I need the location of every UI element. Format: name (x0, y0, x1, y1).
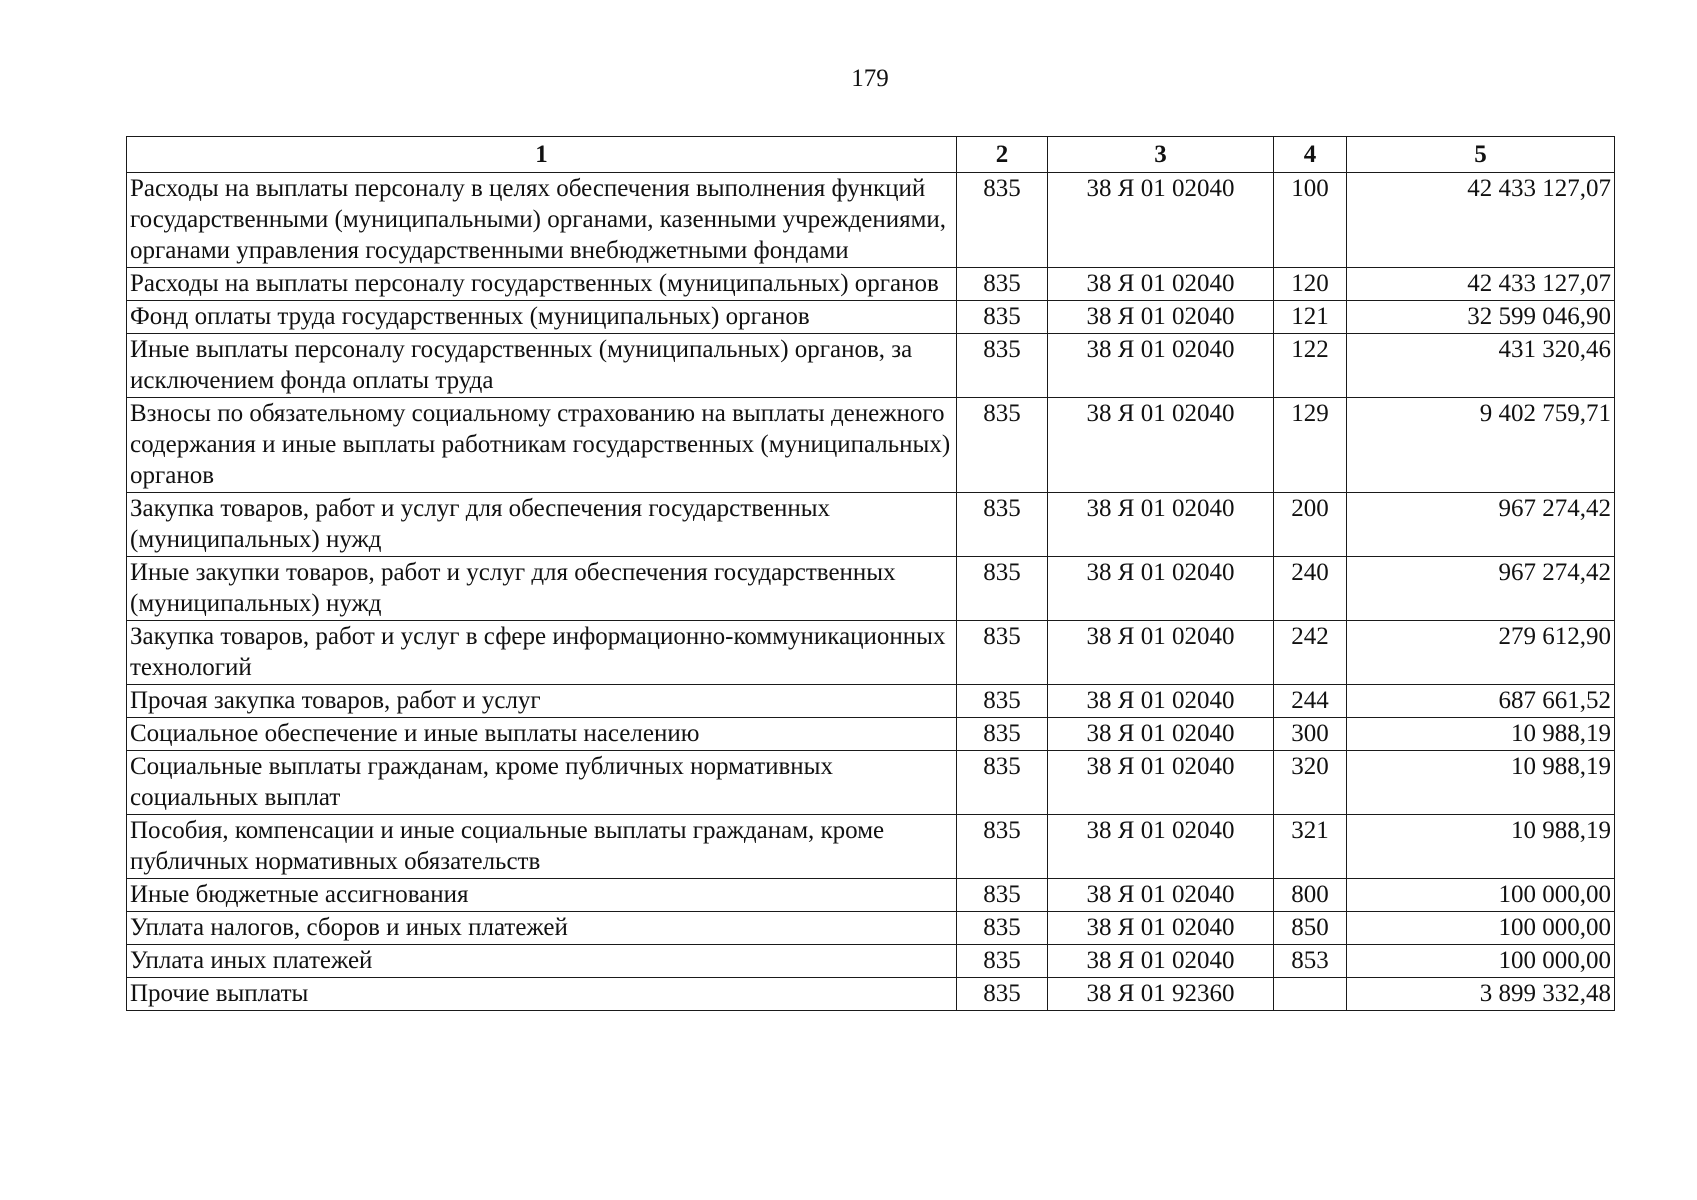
column-header-5: 5 (1347, 137, 1615, 173)
table-row (127, 621, 1615, 685)
table-row (127, 912, 1615, 945)
expense-name: Закупка товаров, работ и услуг для обеспечения государственных (муниципальных) нужд (127, 493, 957, 557)
target-article-code: 38 Я 01 02040 (1048, 751, 1274, 815)
expense-type-code: 800 (1274, 879, 1347, 912)
expense-name: Иные выплаты персоналу государственных (муниципальных) органов, за исключением фонда оплаты труда (127, 334, 957, 398)
table-row (127, 815, 1615, 879)
ministry-code: 835 (957, 398, 1048, 493)
table-row (127, 173, 1615, 268)
column-header-2: 2 (957, 137, 1048, 173)
amount: 9 402 759,71 (1347, 398, 1615, 493)
table-row (127, 718, 1615, 751)
ministry-code: 835 (957, 978, 1048, 1011)
table-row (127, 945, 1615, 978)
ministry-code: 835 (957, 718, 1048, 751)
target-article-code: 38 Я 01 02040 (1048, 912, 1274, 945)
ministry-code: 835 (957, 621, 1048, 685)
expense-name: Взносы по обязательному социальному страхованию на выплаты денежного содержания и иные выплаты работникам государственных (муниципальных) органов (127, 398, 957, 493)
target-article-code: 38 Я 01 92360 (1048, 978, 1274, 1011)
table-header (127, 137, 1615, 173)
expense-name: Иные бюджетные ассигнования (127, 879, 957, 912)
expense-type-code: 100 (1274, 173, 1347, 268)
expense-name: Уплата налогов, сборов и иных платежей (127, 912, 957, 945)
amount: 100 000,00 (1347, 912, 1615, 945)
ministry-code: 835 (957, 301, 1048, 334)
expense-name: Уплата иных платежей (127, 945, 957, 978)
ministry-code: 835 (957, 493, 1048, 557)
table-body (127, 173, 1615, 1011)
target-article-code: 38 Я 01 02040 (1048, 301, 1274, 334)
table-row (127, 493, 1615, 557)
expense-type-code: 240 (1274, 557, 1347, 621)
expense-name: Расходы на выплаты персоналу государственных (муниципальных) органов (127, 268, 957, 301)
ministry-code: 835 (957, 685, 1048, 718)
amount: 32 599 046,90 (1347, 301, 1615, 334)
amount: 100 000,00 (1347, 945, 1615, 978)
ministry-code: 835 (957, 334, 1048, 398)
header-row (127, 137, 1615, 173)
table-row (127, 557, 1615, 621)
amount: 10 988,19 (1347, 718, 1615, 751)
column-header-4: 4 (1274, 137, 1347, 173)
ministry-code: 835 (957, 173, 1048, 268)
expense-type-code: 850 (1274, 912, 1347, 945)
column-header-1: 1 (127, 137, 957, 173)
amount: 42 433 127,07 (1347, 268, 1615, 301)
expense-name: Прочая закупка товаров, работ и услуг (127, 685, 957, 718)
expense-type-code: 129 (1274, 398, 1347, 493)
target-article-code: 38 Я 01 02040 (1048, 557, 1274, 621)
ministry-code: 835 (957, 945, 1048, 978)
expense-name: Прочие выплаты (127, 978, 957, 1011)
budget-table (126, 136, 1615, 1011)
expense-type-code: 120 (1274, 268, 1347, 301)
target-article-code: 38 Я 01 02040 (1048, 879, 1274, 912)
column-header-3: 3 (1048, 137, 1274, 173)
amount: 687 661,52 (1347, 685, 1615, 718)
page-number: 179 (851, 65, 889, 92)
table-row (127, 879, 1615, 912)
expense-type-code: 200 (1274, 493, 1347, 557)
expense-name: Пособия, компенсации и иные социальные выплаты гражданам, кроме публичных нормативных обязательств (127, 815, 957, 879)
table-row (127, 301, 1615, 334)
target-article-code: 38 Я 01 02040 (1048, 173, 1274, 268)
expense-type-code: 321 (1274, 815, 1347, 879)
amount: 279 612,90 (1347, 621, 1615, 685)
target-article-code: 38 Я 01 02040 (1048, 334, 1274, 398)
table-row (127, 334, 1615, 398)
table-row (127, 978, 1615, 1011)
target-article-code: 38 Я 01 02040 (1048, 493, 1274, 557)
expense-name: Закупка товаров, работ и услуг в сфере информационно-коммуникационных технологий (127, 621, 957, 685)
amount: 967 274,42 (1347, 493, 1615, 557)
ministry-code: 835 (957, 268, 1048, 301)
target-article-code: 38 Я 01 02040 (1048, 268, 1274, 301)
expense-name: Фонд оплаты труда государственных (муниципальных) органов (127, 301, 957, 334)
target-article-code: 38 Я 01 02040 (1048, 815, 1274, 879)
amount: 3 899 332,48 (1347, 978, 1615, 1011)
amount: 42 433 127,07 (1347, 173, 1615, 268)
expense-name: Социальное обеспечение и иные выплаты населению (127, 718, 957, 751)
ministry-code: 835 (957, 751, 1048, 815)
expense-type-code: 300 (1274, 718, 1347, 751)
ministry-code: 835 (957, 557, 1048, 621)
target-article-code: 38 Я 01 02040 (1048, 718, 1274, 751)
expense-type-code: 242 (1274, 621, 1347, 685)
ministry-code: 835 (957, 879, 1048, 912)
expense-type-code (1274, 978, 1347, 1011)
table-row (127, 268, 1615, 301)
target-article-code: 38 Я 01 02040 (1048, 685, 1274, 718)
target-article-code: 38 Я 01 02040 (1048, 945, 1274, 978)
amount: 10 988,19 (1347, 815, 1615, 879)
expense-name: Социальные выплаты гражданам, кроме публичных нормативных социальных выплат (127, 751, 957, 815)
expense-type-code: 122 (1274, 334, 1347, 398)
table-row (127, 398, 1615, 493)
expense-type-code: 853 (1274, 945, 1347, 978)
amount: 10 988,19 (1347, 751, 1615, 815)
expense-name: Расходы на выплаты персоналу в целях обеспечения выполнения функций государственными (муниципальными) органами, казенными учреждениями, органами управления государственными внебюджетными фондами (127, 173, 957, 268)
target-article-code: 38 Я 01 02040 (1048, 621, 1274, 685)
target-article-code: 38 Я 01 02040 (1048, 398, 1274, 493)
expense-type-code: 320 (1274, 751, 1347, 815)
amount: 100 000,00 (1347, 879, 1615, 912)
amount: 967 274,42 (1347, 557, 1615, 621)
table-row (127, 751, 1615, 815)
expense-name: Иные закупки товаров, работ и услуг для обеспечения государственных (муниципальных) нужд (127, 557, 957, 621)
ministry-code: 835 (957, 815, 1048, 879)
expense-type-code: 244 (1274, 685, 1347, 718)
amount: 431 320,46 (1347, 334, 1615, 398)
ministry-code: 835 (957, 912, 1048, 945)
table-row (127, 685, 1615, 718)
expense-type-code: 121 (1274, 301, 1347, 334)
